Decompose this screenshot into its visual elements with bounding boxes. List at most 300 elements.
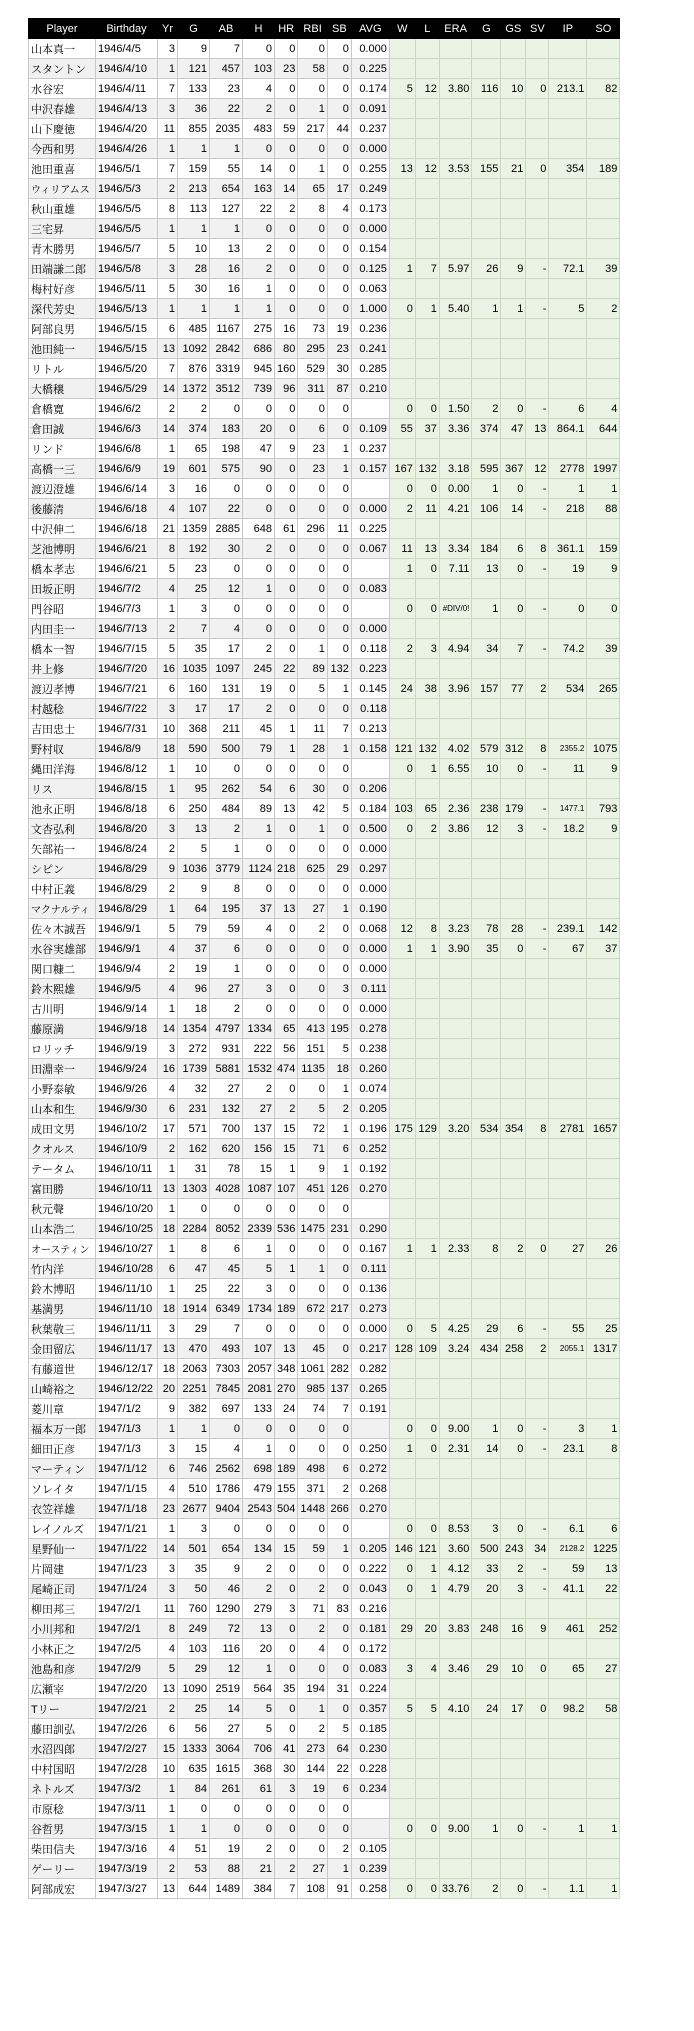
pitching-stat-cell — [587, 379, 620, 399]
player-name-cell: 秋元聲 — [29, 1199, 96, 1219]
pitching-stat-cell — [526, 519, 549, 539]
batting-stat-cell: 0 — [298, 299, 327, 319]
batting-stat-cell: 250 — [178, 799, 210, 819]
batting-stat-cell: 0 — [298, 599, 327, 619]
pitching-stat-cell: 167 — [389, 459, 415, 479]
batting-stat-cell: 7 — [327, 719, 351, 739]
batting-stat-cell: 1 — [327, 1119, 351, 1139]
batting-stat-cell: 19 — [210, 1839, 243, 1859]
pitching-stat-cell: 793 — [587, 799, 620, 819]
pitching-stat-cell: 35 — [472, 939, 501, 959]
pitching-stat-cell: 2778 — [549, 459, 587, 479]
pitching-stat-cell: 41.1 — [549, 1579, 587, 1599]
pitching-stat-cell — [526, 839, 549, 859]
batting-stat-cell: 0 — [298, 619, 327, 639]
batting-stat-cell: 501 — [178, 1539, 210, 1559]
pitching-stat-cell — [415, 579, 439, 599]
batting-stat-cell: 22 — [210, 499, 243, 519]
pitching-stat-cell — [415, 519, 439, 539]
pitching-stat-cell — [549, 1779, 587, 1799]
player-name-cell: リトル — [29, 359, 96, 379]
pitching-stat-cell — [472, 1159, 501, 1179]
pitching-stat-cell — [415, 999, 439, 1019]
pitching-stat-cell: 9.00 — [439, 1819, 472, 1839]
batting-stat-cell: 0 — [275, 919, 298, 939]
batting-stat-cell: 8 — [210, 879, 243, 899]
birthday-cell: 1946/8/12 — [96, 759, 158, 779]
pitching-stat-cell — [549, 1399, 587, 1419]
pitching-stat-cell: 11 — [415, 499, 439, 519]
pitching-stat-cell — [526, 339, 549, 359]
batting-stat-cell: 1290 — [210, 1599, 243, 1619]
pitching-stat-cell — [389, 339, 415, 359]
pitching-stat-cell — [501, 619, 526, 639]
batting-stat-cell: 575 — [210, 459, 243, 479]
pitching-stat-cell: 0 — [389, 1879, 415, 1899]
pitching-stat-cell: 239.1 — [549, 919, 587, 939]
batting-stat-cell: 0 — [275, 139, 298, 159]
table-row — [29, 1659, 620, 1679]
batting-stat-cell: 0 — [243, 999, 275, 1019]
pitching-stat-cell: 0 — [501, 1879, 526, 1899]
batting-stat-cell: 9 — [275, 439, 298, 459]
pitching-stat-cell — [549, 1259, 587, 1279]
batting-stat-cell: 2 — [298, 1619, 327, 1639]
batting-stat-cell: 0 — [327, 159, 351, 179]
pitching-stat-cell — [526, 1859, 549, 1879]
pitching-stat-cell: 24 — [472, 1699, 501, 1719]
pitching-stat-cell: 2.36 — [439, 799, 472, 819]
batting-stat-cell: 0.236 — [351, 319, 389, 339]
batting-stat-cell: 0.223 — [351, 659, 389, 679]
batting-stat-cell: 760 — [178, 1599, 210, 1619]
table-row — [29, 679, 620, 699]
player-name-cell: 市原稔 — [29, 1799, 96, 1819]
pitching-stat-cell — [415, 1059, 439, 1079]
batting-stat-cell: 2 — [298, 1579, 327, 1599]
batting-stat-cell: 457 — [210, 59, 243, 79]
batting-stat-cell: 0.255 — [351, 159, 389, 179]
birthday-cell: 1947/3/19 — [96, 1859, 158, 1879]
table-row — [29, 899, 620, 919]
pitching-stat-cell — [389, 1099, 415, 1119]
batting-stat-cell: 0 — [327, 1519, 351, 1539]
birthday-cell: 1946/5/5 — [96, 219, 158, 239]
batting-stat-cell: 71 — [298, 1599, 327, 1619]
batting-stat-cell: 17 — [210, 699, 243, 719]
pitching-stat-cell — [501, 439, 526, 459]
batting-stat-cell: 0 — [275, 479, 298, 499]
batting-stat-cell: 0 — [298, 839, 327, 859]
batting-stat-cell: 0.258 — [351, 1879, 389, 1899]
birthday-cell: 1946/9/26 — [96, 1079, 158, 1099]
pitching-stat-cell: 1 — [415, 1579, 439, 1599]
batting-stat-cell: 0.083 — [351, 1659, 389, 1679]
batting-stat-cell: 217 — [327, 1299, 351, 1319]
pitching-stat-cell — [472, 859, 501, 879]
batting-stat-cell: 17 — [158, 1119, 178, 1139]
pitching-stat-cell: 1 — [472, 479, 501, 499]
batting-stat-cell: 1 — [298, 159, 327, 179]
birthday-cell: 1946/6/18 — [96, 499, 158, 519]
pitching-stat-cell — [526, 899, 549, 919]
pitching-stat-cell — [549, 1359, 587, 1379]
pitching-stat-cell — [439, 1839, 472, 1859]
batting-stat-cell: 571 — [178, 1119, 210, 1139]
pitching-stat-cell: 0 — [501, 559, 526, 579]
batting-stat-cell: 2 — [327, 1099, 351, 1119]
batting-stat-cell: 0 — [275, 539, 298, 559]
pitching-stat-cell: 116 — [472, 79, 501, 99]
batting-stat-cell: 6 — [275, 779, 298, 799]
pitching-stat-cell: 238 — [472, 799, 501, 819]
batting-stat-cell: 195 — [210, 899, 243, 919]
batting-stat-cell: 83 — [327, 1599, 351, 1619]
pitching-stat-cell: 179 — [501, 799, 526, 819]
batting-stat-cell: 0 — [327, 959, 351, 979]
batting-stat-cell: 8 — [298, 199, 327, 219]
batting-stat-cell: 1 — [158, 1239, 178, 1259]
batting-stat-cell: 0.083 — [351, 579, 389, 599]
pitching-stat-cell: 27 — [549, 1239, 587, 1259]
pitching-stat-cell: 24 — [389, 679, 415, 699]
pitching-stat-cell — [415, 959, 439, 979]
pitching-stat-cell: 258 — [501, 1339, 526, 1359]
pitching-stat-cell: 13 — [389, 159, 415, 179]
table-row — [29, 419, 620, 439]
batting-stat-cell: 3 — [243, 1279, 275, 1299]
batting-stat-cell: 0.205 — [351, 1539, 389, 1559]
pitching-stat-cell — [549, 39, 587, 59]
pitching-stat-cell — [587, 339, 620, 359]
table-body — [29, 39, 620, 1899]
player-name-cell: 関口糠二 — [29, 959, 96, 979]
pitching-stat-cell: 4.10 — [439, 1699, 472, 1719]
pitching-stat-cell — [389, 699, 415, 719]
batting-stat-cell: 6 — [158, 1719, 178, 1739]
batting-stat-cell: 0 — [275, 1699, 298, 1719]
batting-stat-cell: 1333 — [178, 1739, 210, 1759]
batting-stat-cell: 0 — [210, 479, 243, 499]
pitching-stat-cell — [472, 1399, 501, 1419]
batting-stat-cell: 16 — [158, 1059, 178, 1079]
pitching-stat-cell: 1 — [472, 1419, 501, 1439]
batting-stat-cell: 16 — [210, 279, 243, 299]
player-name-cell: 谷哲男 — [29, 1819, 96, 1839]
batting-stat-cell: 0 — [243, 1819, 275, 1839]
batting-stat-cell: 0.234 — [351, 1779, 389, 1799]
pitching-stat-cell — [389, 1359, 415, 1379]
pitching-stat-cell — [549, 699, 587, 719]
batting-stat-cell: 1 — [327, 899, 351, 919]
batting-stat-cell: 945 — [243, 359, 275, 379]
pitching-stat-cell: - — [526, 479, 549, 499]
batting-stat-cell: 348 — [275, 1359, 298, 1379]
pitching-stat-cell — [587, 519, 620, 539]
pitching-stat-cell — [415, 1499, 439, 1519]
pitching-stat-cell — [587, 99, 620, 119]
batting-stat-cell: 0 — [327, 999, 351, 1019]
pitching-stat-cell: 28 — [501, 919, 526, 939]
pitching-stat-cell — [587, 719, 620, 739]
batting-stat-cell: 0.000 — [351, 139, 389, 159]
pitching-stat-cell: 3.90 — [439, 939, 472, 959]
table-row — [29, 1079, 620, 1099]
batting-stat-cell: 126 — [327, 1179, 351, 1199]
table-row — [29, 159, 620, 179]
pitching-stat-cell: 6 — [549, 399, 587, 419]
batting-stat-cell: 61 — [275, 519, 298, 539]
batting-stat-cell: 13 — [158, 1179, 178, 1199]
pitching-stat-cell: 4.12 — [439, 1559, 472, 1579]
batting-stat-cell: 87 — [327, 379, 351, 399]
pitching-stat-cell: 3.34 — [439, 539, 472, 559]
batting-stat-cell: 65 — [178, 439, 210, 459]
batting-stat-cell: 14 — [158, 1539, 178, 1559]
pitching-stat-cell: - — [526, 1419, 549, 1439]
birthday-cell: 1946/5/13 — [96, 299, 158, 319]
pitching-stat-cell: 8.53 — [439, 1519, 472, 1539]
batting-stat-cell: 71 — [298, 1139, 327, 1159]
batting-stat-cell: 3 — [158, 39, 178, 59]
batting-stat-cell: 504 — [275, 1499, 298, 1519]
column-header: ERA — [439, 19, 472, 39]
pitching-stat-cell — [526, 1199, 549, 1219]
batting-stat-cell: 11 — [298, 719, 327, 739]
batting-stat-cell: 0.111 — [351, 979, 389, 999]
table-row — [29, 219, 620, 239]
batting-stat-cell: 23 — [275, 59, 298, 79]
batting-stat-cell: 0 — [298, 219, 327, 239]
pitching-stat-cell — [439, 779, 472, 799]
table-row — [29, 1739, 620, 1759]
pitching-stat-cell — [587, 879, 620, 899]
pitching-stat-cell — [549, 239, 587, 259]
batting-stat-cell: 28 — [178, 259, 210, 279]
batting-stat-cell: 31 — [178, 1159, 210, 1179]
batting-stat-cell: 55 — [210, 159, 243, 179]
player-name-cell: 後藤清 — [29, 499, 96, 519]
batting-stat-cell: 3 — [275, 1599, 298, 1619]
batting-stat-cell: 23 — [158, 1499, 178, 1519]
pitching-stat-cell — [439, 979, 472, 999]
batting-stat-cell: 56 — [275, 1039, 298, 1059]
pitching-stat-cell: 34 — [526, 1539, 549, 1559]
batting-stat-cell: 1035 — [178, 659, 210, 679]
pitching-stat-cell — [549, 1019, 587, 1039]
birthday-cell: 1947/2/27 — [96, 1739, 158, 1759]
batting-stat-cell: 194 — [298, 1679, 327, 1699]
player-name-cell: 阿部成宏 — [29, 1879, 96, 1899]
birthday-cell: 1946/10/28 — [96, 1259, 158, 1279]
pitching-stat-cell: 1 — [472, 599, 501, 619]
pitching-stat-cell — [501, 199, 526, 219]
batting-stat-cell: 1 — [327, 739, 351, 759]
column-header: Player — [29, 19, 96, 39]
player-name-cell: 橋本孝志 — [29, 559, 96, 579]
batting-stat-cell: 0.184 — [351, 799, 389, 819]
pitching-stat-cell: 595 — [472, 459, 501, 479]
batting-stat-cell: 8 — [178, 1239, 210, 1259]
player-name-cell: ソレイタ — [29, 1479, 96, 1499]
pitching-stat-cell — [526, 1839, 549, 1859]
birthday-cell: 1947/2/20 — [96, 1679, 158, 1699]
batting-stat-cell: 1 — [327, 1079, 351, 1099]
batting-stat-cell: 0 — [298, 1559, 327, 1579]
batting-stat-cell: 698 — [243, 1459, 275, 1479]
batting-stat-cell: 2 — [158, 839, 178, 859]
pitching-stat-cell — [526, 359, 549, 379]
table-row — [29, 979, 620, 999]
table-row — [29, 1759, 620, 1779]
pitching-stat-cell — [439, 119, 472, 139]
column-header: AVG — [351, 19, 389, 39]
birthday-cell: 1947/1/23 — [96, 1559, 158, 1579]
pitching-stat-cell: 3.83 — [439, 1619, 472, 1639]
batting-stat-cell: 6 — [298, 419, 327, 439]
birthday-cell: 1946/12/17 — [96, 1359, 158, 1379]
batting-stat-cell: 0 — [275, 959, 298, 979]
player-name-cell: ウィリアムス — [29, 179, 96, 199]
pitching-stat-cell — [549, 119, 587, 139]
batting-stat-cell: 0 — [210, 559, 243, 579]
birthday-cell: 1946/6/9 — [96, 459, 158, 479]
pitching-stat-cell — [472, 139, 501, 159]
pitching-stat-cell — [439, 1259, 472, 1279]
pitching-stat-cell — [526, 59, 549, 79]
birthday-cell: 1946/5/8 — [96, 259, 158, 279]
batting-stat-cell: 73 — [298, 319, 327, 339]
batting-stat-cell: 28 — [298, 739, 327, 759]
pitching-stat-cell — [389, 1399, 415, 1419]
pitching-stat-cell — [501, 219, 526, 239]
pitching-stat-cell — [415, 1079, 439, 1099]
batting-stat-cell: 2 — [327, 1839, 351, 1859]
pitching-stat-cell — [587, 1379, 620, 1399]
batting-stat-cell: 620 — [210, 1139, 243, 1159]
pitching-stat-cell — [415, 179, 439, 199]
birthday-cell: 1946/6/18 — [96, 519, 158, 539]
pitching-stat-cell — [472, 119, 501, 139]
pitching-stat-cell — [472, 1039, 501, 1059]
batting-stat-cell: 1786 — [210, 1479, 243, 1499]
pitching-stat-cell: 10 — [501, 79, 526, 99]
player-name-cell: 広瀬宰 — [29, 1679, 96, 1699]
pitching-stat-cell — [439, 1399, 472, 1419]
table-row — [29, 799, 620, 819]
pitching-stat-cell: 1657 — [587, 1119, 620, 1139]
pitching-stat-cell: 12 — [472, 819, 501, 839]
pitching-stat-cell — [587, 1139, 620, 1159]
batting-stat-cell: 0 — [210, 759, 243, 779]
pitching-stat-cell — [415, 1679, 439, 1699]
batting-stat-cell: 0 — [243, 139, 275, 159]
pitching-stat-cell — [439, 519, 472, 539]
table-row — [29, 99, 620, 119]
batting-stat-cell: 35 — [275, 1679, 298, 1699]
batting-stat-cell: 0 — [275, 1239, 298, 1259]
pitching-stat-cell: 142 — [587, 919, 620, 939]
pitching-stat-cell — [587, 1259, 620, 1279]
batting-stat-cell: 261 — [210, 1779, 243, 1799]
batting-stat-cell: 0 — [327, 1559, 351, 1579]
pitching-stat-cell: 8 — [526, 539, 549, 559]
batting-stat-cell: 739 — [243, 379, 275, 399]
birthday-cell: 1946/5/11 — [96, 279, 158, 299]
pitching-stat-cell: 29 — [472, 1659, 501, 1679]
pitching-stat-cell: 23.1 — [549, 1439, 587, 1459]
pitching-stat-cell: 13 — [415, 539, 439, 559]
pitching-stat-cell: 0 — [415, 399, 439, 419]
batting-stat-cell: 4 — [158, 1479, 178, 1499]
batting-stat-cell: 3 — [178, 599, 210, 619]
birthday-cell: 1947/2/1 — [96, 1619, 158, 1639]
column-header: G — [178, 19, 210, 39]
pitching-stat-cell: 189 — [587, 159, 620, 179]
pitching-stat-cell: 2128.2 — [549, 1539, 587, 1559]
pitching-stat-cell: 132 — [415, 739, 439, 759]
pitching-stat-cell — [415, 1139, 439, 1159]
batting-stat-cell: 0 — [243, 599, 275, 619]
pitching-stat-cell — [526, 879, 549, 899]
pitching-stat-cell — [389, 1479, 415, 1499]
batting-stat-cell: 20 — [158, 1379, 178, 1399]
pitching-stat-cell: 8 — [415, 919, 439, 939]
pitching-stat-cell: 6 — [501, 539, 526, 559]
pitching-stat-cell — [389, 1759, 415, 1779]
birthday-cell: 1946/9/18 — [96, 1019, 158, 1039]
pitching-stat-cell — [389, 979, 415, 999]
header-row — [29, 19, 620, 39]
pitching-stat-cell: 47 — [501, 419, 526, 439]
batting-stat-cell: 0 — [275, 499, 298, 519]
batting-stat-cell: 493 — [210, 1339, 243, 1359]
batting-stat-cell: 3 — [243, 979, 275, 999]
table-row — [29, 1179, 620, 1199]
batting-stat-cell: 14 — [158, 419, 178, 439]
pitching-stat-cell: 14 — [501, 499, 526, 519]
batting-stat-cell: 273 — [298, 1739, 327, 1759]
pitching-stat-cell — [472, 319, 501, 339]
batting-stat-cell: 5881 — [210, 1059, 243, 1079]
pitching-stat-cell — [549, 1179, 587, 1199]
pitching-stat-cell: 175 — [389, 1119, 415, 1139]
pitching-stat-cell — [439, 699, 472, 719]
batting-stat-cell: 37 — [178, 939, 210, 959]
pitching-stat-cell — [501, 1359, 526, 1379]
player-name-cell: 橋本一智 — [29, 639, 96, 659]
batting-stat-cell: 47 — [243, 439, 275, 459]
batting-stat-cell: 8 — [158, 539, 178, 559]
batting-stat-cell: 1 — [210, 959, 243, 979]
batting-stat-cell: 0.000 — [351, 219, 389, 239]
pitching-stat-cell: 3.80 — [439, 79, 472, 99]
stats-sheet — [28, 18, 620, 1899]
pitching-stat-cell — [472, 519, 501, 539]
batting-stat-cell: 0.190 — [351, 899, 389, 919]
batting-stat-cell: 1 — [298, 819, 327, 839]
batting-stat-cell: 0 — [298, 1319, 327, 1339]
table-row — [29, 1119, 620, 1139]
pitching-stat-cell — [389, 319, 415, 339]
batting-stat-cell: 189 — [275, 1459, 298, 1479]
pitching-stat-cell — [501, 1159, 526, 1179]
batting-stat-cell: 0 — [327, 1799, 351, 1819]
batting-stat-cell: 6 — [210, 939, 243, 959]
batting-stat-cell: 0 — [275, 299, 298, 319]
pitching-stat-cell — [549, 1499, 587, 1519]
table-row — [29, 1599, 620, 1619]
